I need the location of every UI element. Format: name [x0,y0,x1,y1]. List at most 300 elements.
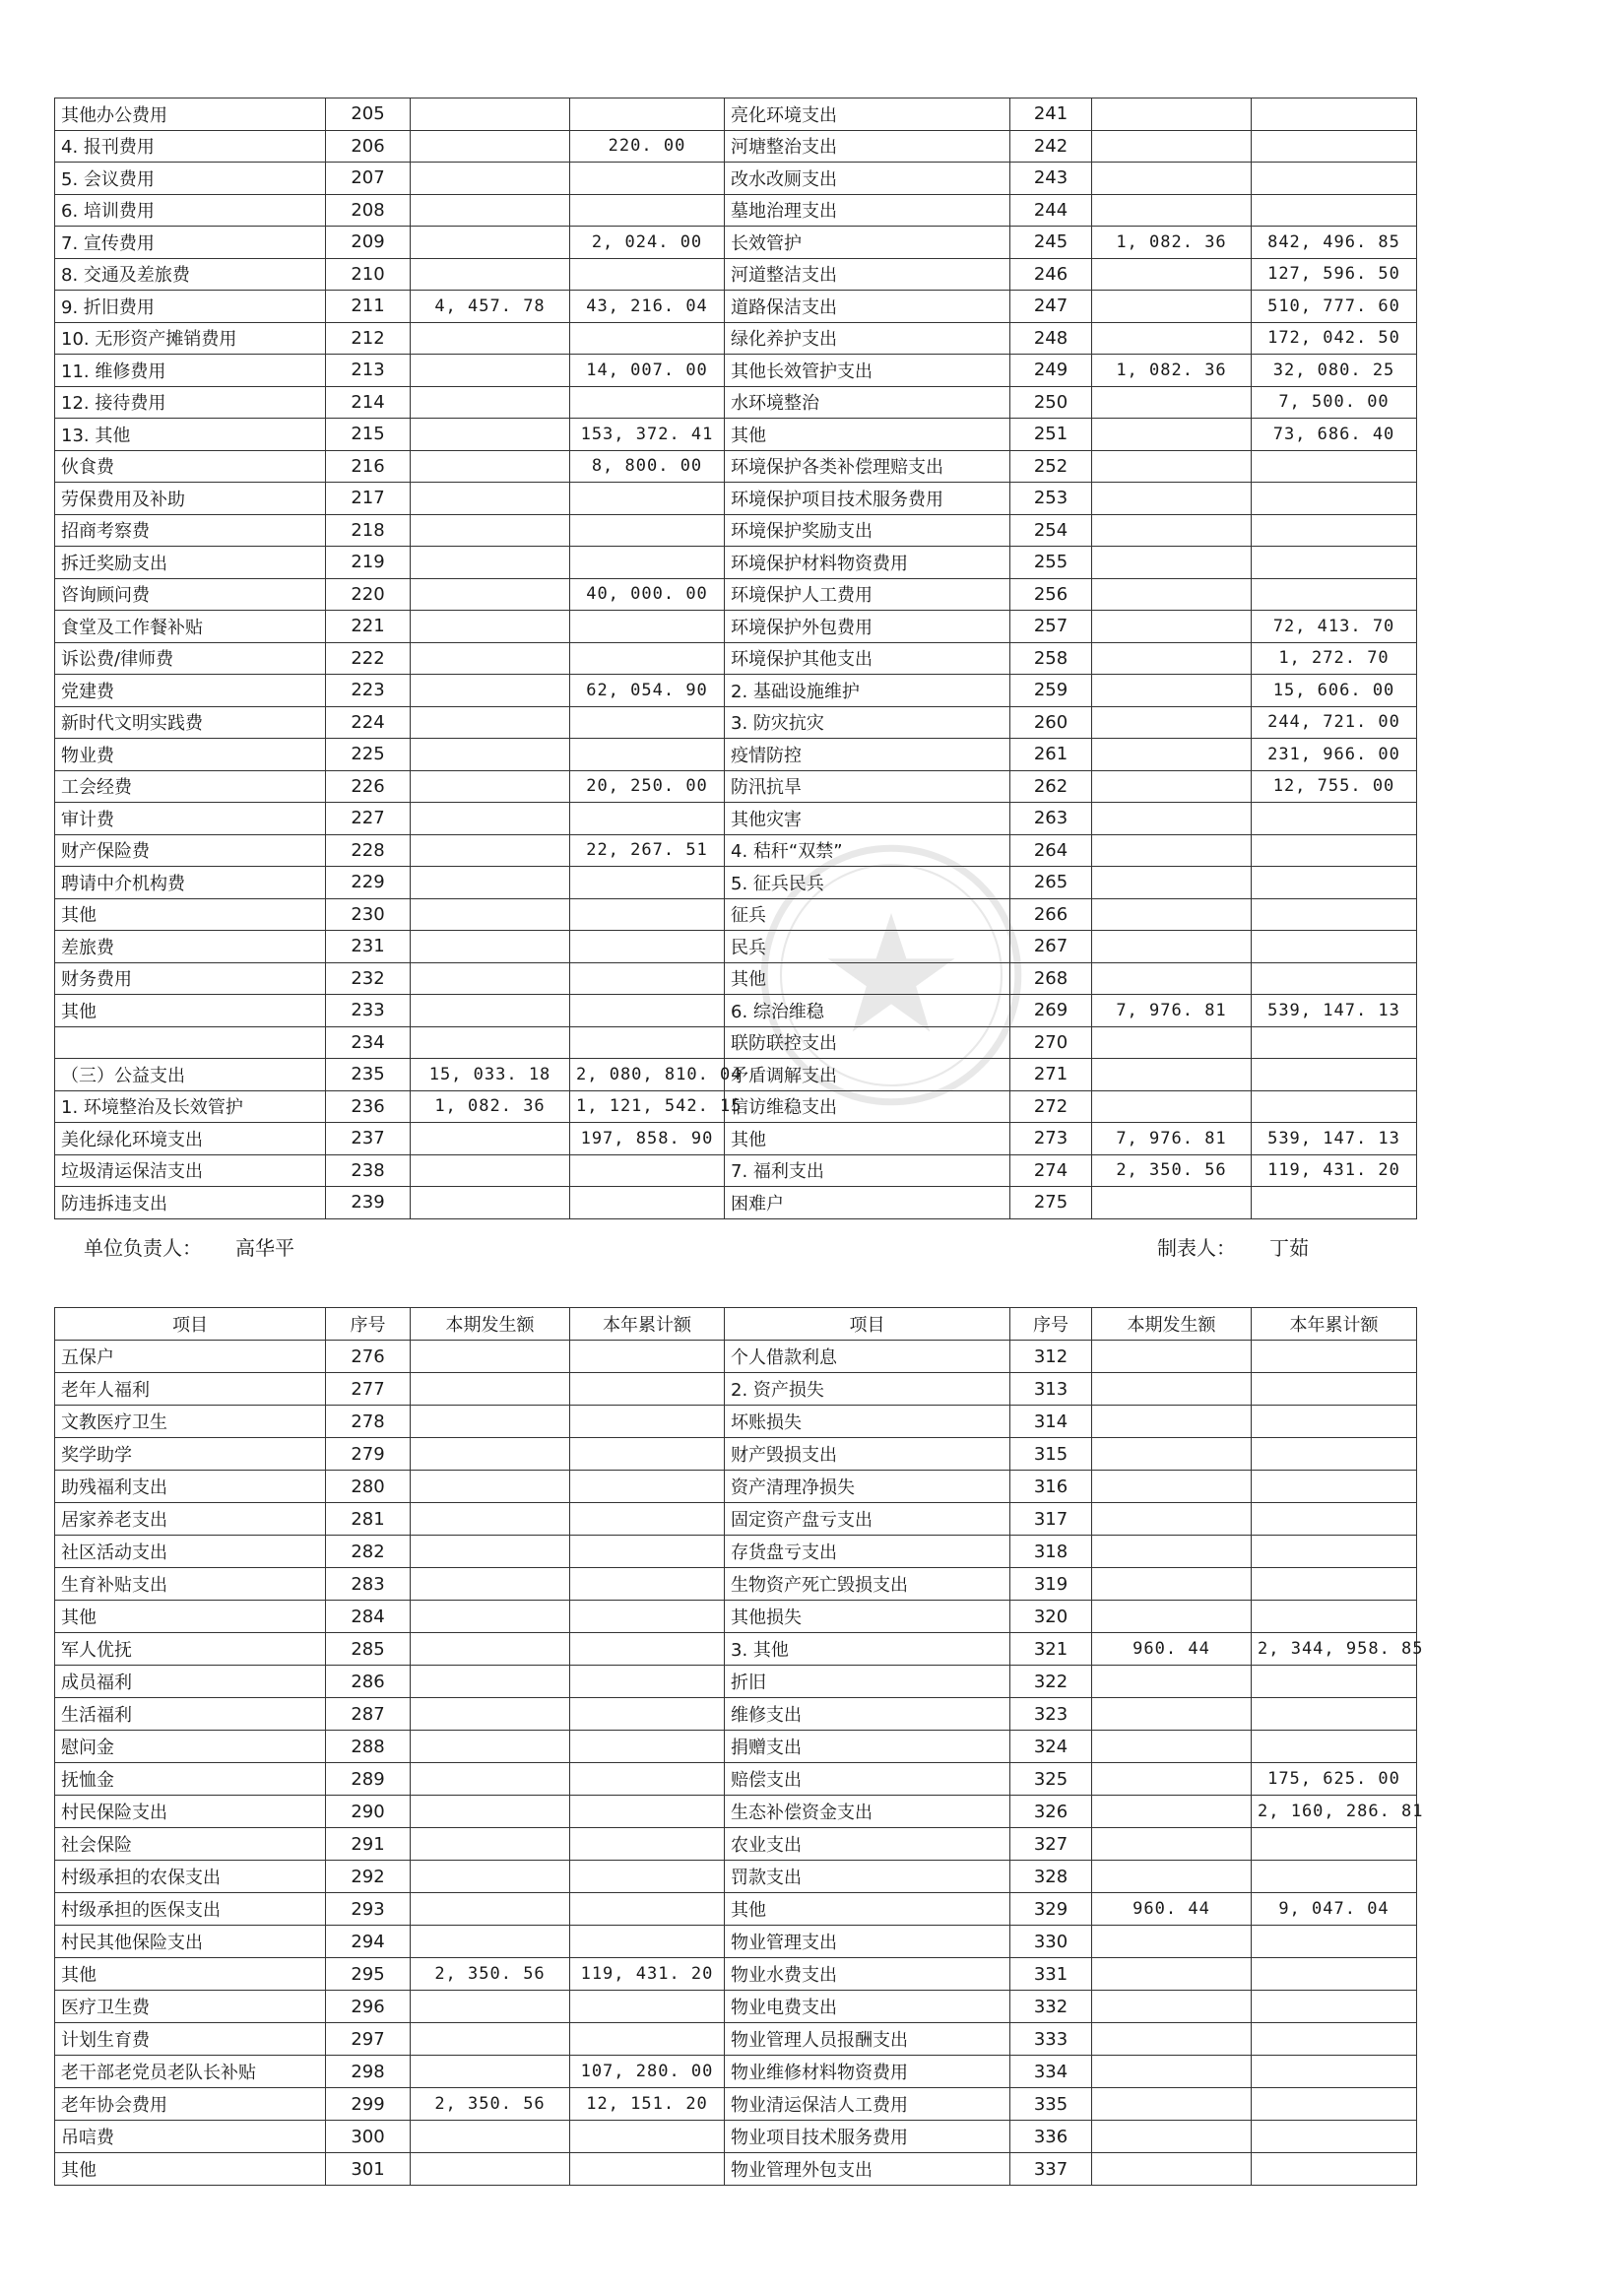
right-seq-cell: 241 [1010,98,1092,131]
right-item-cell: 资产清理净损失 [725,1471,1010,1503]
right-ytd-amount-cell [1252,2023,1417,2056]
right-current-amount-cell [1092,931,1252,963]
left-ytd-amount-cell [570,1373,725,1406]
left-seq-cell: 213 [326,355,411,387]
header-ytd: 本年累计额 [1252,1308,1417,1341]
right-seq-cell: 320 [1010,1601,1092,1633]
table-row [55,227,1417,259]
left-seq-cell: 220 [326,578,411,611]
left-current-amount-cell [411,1438,570,1471]
left-ytd-amount-cell [570,611,725,643]
right-item-cell: 存货盘亏支出 [725,1536,1010,1568]
left-current-amount-cell [411,227,570,259]
left-seq-cell: 207 [326,163,411,195]
left-seq-cell: 295 [326,1958,411,1991]
table-row [55,834,1417,867]
ledger-table-bottom-body [55,1308,1424,2186]
right-item-cell: 征兵 [725,898,1010,931]
right-current-amount-cell [1092,1828,1252,1861]
left-current-amount-cell [411,898,570,931]
table-row [55,2023,1417,2056]
left-ytd-amount-cell [570,1438,725,1471]
ledger-table-top-body [55,98,1417,1219]
right-ytd-amount-cell [1252,1861,1417,1893]
right-current-amount-cell [1092,450,1252,483]
table-row [55,1536,1417,1568]
right-item-cell: 5. 征兵民兵 [725,867,1010,899]
left-item-cell: 其他 [55,2153,326,2186]
table-row [55,258,1417,291]
left-item-cell: 生活福利 [55,1698,326,1731]
right-item-cell: 矛盾调解支出 [725,1059,1010,1091]
right-current-amount-cell [1092,1731,1252,1763]
left-ytd-amount-cell [570,2153,725,2186]
table-row [55,962,1417,995]
left-item-cell: 村民保险支出 [55,1796,326,1828]
table-row [55,130,1417,163]
table-row [55,2088,1417,2121]
right-current-amount-cell [1092,1796,1252,1828]
left-ytd-amount-cell [570,1154,725,1187]
right-item-cell: 生态补偿资金支出 [725,1796,1010,1828]
right-current-amount-cell: 7, 976. 81 [1092,1123,1252,1155]
right-seq-cell: 272 [1010,1090,1092,1123]
left-ytd-amount-cell [570,1731,725,1763]
left-item-cell: 美化绿化环境支出 [55,1123,326,1155]
table-header-row [55,1308,1417,1341]
right-item-cell: 赔偿支出 [725,1763,1010,1796]
right-current-amount-cell [1092,547,1252,579]
table-row [55,803,1417,835]
right-seq-cell: 322 [1010,1666,1092,1698]
left-seq-cell: 208 [326,194,411,227]
left-ytd-amount-cell: 1, 121, 542. 15 [570,1090,725,1123]
left-seq-cell: 294 [326,1926,411,1958]
table-row [55,931,1417,963]
left-ytd-amount-cell [570,547,725,579]
right-seq-cell: 254 [1010,514,1092,547]
right-ytd-amount-cell [1252,514,1417,547]
left-item-cell: 垃圾清运保洁支出 [55,1154,326,1187]
table-row [55,483,1417,515]
left-ytd-amount-cell [570,2023,725,2056]
left-current-amount-cell [411,163,570,195]
left-seq-cell: 209 [326,227,411,259]
left-item-cell: 物业费 [55,739,326,771]
right-current-amount-cell [1092,1536,1252,1568]
left-current-amount-cell [411,642,570,675]
left-item-cell: （三）公益支出 [55,1059,326,1091]
right-item-cell: 物业维修材料物资费用 [725,2056,1010,2088]
right-item-cell: 2. 资产损失 [725,1373,1010,1406]
right-item-cell: 水环境整治 [725,386,1010,419]
right-seq-cell: 331 [1010,1958,1092,1991]
left-current-amount-cell [411,1026,570,1059]
right-ytd-amount-cell [1252,962,1417,995]
left-seq-cell: 291 [326,1828,411,1861]
left-seq-cell: 300 [326,2121,411,2153]
right-seq-cell: 262 [1010,770,1092,803]
left-seq-cell: 224 [326,706,411,739]
right-ytd-amount-cell [1252,1406,1417,1438]
left-item-cell: 1. 环境整治及长效管护 [55,1090,326,1123]
official-seal [753,837,1029,1113]
right-current-amount-cell [1092,483,1252,515]
left-seq-cell: 297 [326,2023,411,2056]
left-current-amount-cell [411,1698,570,1731]
left-ytd-amount-cell [570,1926,725,1958]
table-row [55,1958,1417,1991]
left-current-amount-cell [411,322,570,355]
right-seq-cell: 325 [1010,1763,1092,1796]
right-item-cell: 环境保护人工费用 [725,578,1010,611]
right-item-cell: 民兵 [725,931,1010,963]
right-current-amount-cell: 1, 082. 36 [1092,227,1252,259]
left-seq-cell: 286 [326,1666,411,1698]
left-current-amount-cell [411,2121,570,2153]
table-row [55,1633,1417,1666]
right-item-cell: 信访维稳支出 [725,1090,1010,1123]
left-seq-cell: 206 [326,130,411,163]
right-seq-cell: 321 [1010,1633,1092,1666]
left-ytd-amount-cell [570,322,725,355]
left-ytd-amount-cell: 62, 054. 90 [570,675,725,707]
right-ytd-amount-cell [1252,931,1417,963]
table-row [55,867,1417,899]
left-seq-cell: 239 [326,1187,411,1219]
left-seq-cell: 276 [326,1341,411,1373]
right-seq-cell: 251 [1010,419,1092,451]
right-current-amount-cell [1092,1406,1252,1438]
left-ytd-amount-cell [570,1666,725,1698]
left-current-amount-cell [411,931,570,963]
right-seq-cell: 323 [1010,1698,1092,1731]
right-seq-cell: 246 [1010,258,1092,291]
left-seq-cell: 278 [326,1406,411,1438]
left-current-amount-cell [411,2153,570,2186]
right-item-cell: 3. 防灾抗灾 [725,706,1010,739]
left-current-amount-cell [411,1633,570,1666]
left-seq-cell: 221 [326,611,411,643]
right-seq-cell: 258 [1010,642,1092,675]
left-current-amount-cell [411,1341,570,1373]
left-item-cell: 助残福利支出 [55,1471,326,1503]
left-current-amount-cell: 4, 457. 78 [411,291,570,323]
right-ytd-amount-cell [1252,1536,1417,1568]
right-ytd-amount-cell [1252,1438,1417,1471]
left-seq-cell: 215 [326,419,411,451]
left-seq-cell: 290 [326,1796,411,1828]
left-ytd-amount-cell [570,1828,725,1861]
left-current-amount-cell [411,1763,570,1796]
table-row [55,1406,1417,1438]
left-ytd-amount-cell [570,1503,725,1536]
table-row [55,450,1417,483]
left-current-amount-cell [411,867,570,899]
right-seq-cell: 265 [1010,867,1092,899]
table-row [55,1154,1417,1187]
right-seq-cell: 329 [1010,1893,1092,1926]
left-ytd-amount-cell: 8, 800. 00 [570,450,725,483]
right-item-cell: 亮化环境支出 [725,98,1010,131]
table-row [55,1893,1417,1926]
left-current-amount-cell [411,386,570,419]
right-seq-cell: 324 [1010,1731,1092,1763]
left-item-cell: 7. 宣传费用 [55,227,326,259]
left-current-amount-cell [411,1601,570,1633]
right-current-amount-cell: 960. 44 [1092,1633,1252,1666]
right-item-cell: 墓地治理支出 [725,194,1010,227]
table-row [55,1026,1417,1059]
left-item-cell: 其他办公费用 [55,98,326,131]
right-seq-cell: 328 [1010,1861,1092,1893]
left-item-cell: 吊唁费 [55,2121,326,2153]
right-item-cell: 捐赠支出 [725,1731,1010,1763]
left-current-amount-cell [411,962,570,995]
unit-head-label: 单位负责人： [84,1236,202,1260]
right-seq-cell: 244 [1010,194,1092,227]
left-item-cell: 4. 报刊费用 [55,130,326,163]
left-item-cell: 伙食费 [55,450,326,483]
unit-head-signature [84,1232,294,1261]
right-ytd-amount-cell [1252,130,1417,163]
right-item-cell: 环境保护奖励支出 [725,514,1010,547]
left-ytd-amount-cell: 43, 216. 04 [570,291,725,323]
right-seq-cell: 271 [1010,1059,1092,1091]
right-item-cell: 维修支出 [725,1698,1010,1731]
left-seq-cell: 230 [326,898,411,931]
right-seq-cell: 275 [1010,1187,1092,1219]
table-row [55,1666,1417,1698]
left-item-cell: 奖学助学 [55,1438,326,1471]
table-row [55,1471,1417,1503]
preparer-label: 制表人： [1157,1236,1236,1260]
left-current-amount-cell [411,194,570,227]
right-ytd-amount-cell: 2, 344, 958. 85 [1252,1633,1417,1666]
left-current-amount-cell [411,1861,570,1893]
right-seq-cell: 253 [1010,483,1092,515]
right-ytd-amount-cell [1252,1341,1417,1373]
left-current-amount-cell [411,611,570,643]
right-ytd-amount-cell: 510, 777. 60 [1252,291,1417,323]
table-row [55,547,1417,579]
left-ytd-amount-cell [570,867,725,899]
right-ytd-amount-cell [1252,547,1417,579]
header-item: 项目 [725,1308,1010,1341]
right-current-amount-cell [1092,1438,1252,1471]
left-item-cell: 审计费 [55,803,326,835]
left-ytd-amount-cell [570,2121,725,2153]
right-ytd-amount-cell [1252,163,1417,195]
left-item-cell: 其他 [55,1601,326,1633]
right-item-cell: 7. 福利支出 [725,1154,1010,1187]
right-ytd-amount-cell: 7, 500. 00 [1252,386,1417,419]
right-seq-cell: 326 [1010,1796,1092,1828]
right-item-cell: 环境保护其他支出 [725,642,1010,675]
right-item-cell: 折旧 [725,1666,1010,1698]
left-item-cell: 拆迁奖励支出 [55,547,326,579]
table-row [55,1123,1417,1155]
left-current-amount-cell [411,1123,570,1155]
right-ytd-amount-cell: 119, 431. 20 [1252,1154,1417,1187]
table-row [55,1861,1417,1893]
left-item-cell: 抚恤金 [55,1763,326,1796]
right-ytd-amount-cell [1252,1090,1417,1123]
right-item-cell: 3. 其他 [725,1633,1010,1666]
left-ytd-amount-cell: 20, 250. 00 [570,770,725,803]
table-row [55,291,1417,323]
table-row [55,419,1417,451]
left-ytd-amount-cell [570,803,725,835]
right-seq-cell: 333 [1010,2023,1092,2056]
left-ytd-amount-cell [570,1861,725,1893]
left-seq-cell: 301 [326,2153,411,2186]
table-row [55,194,1417,227]
left-current-amount-cell [411,803,570,835]
right-seq-cell: 270 [1010,1026,1092,1059]
left-seq-cell: 285 [326,1633,411,1666]
right-seq-cell: 260 [1010,706,1092,739]
right-current-amount-cell [1092,642,1252,675]
right-item-cell: 生物资产死亡毁损支出 [725,1568,1010,1601]
left-seq-cell: 292 [326,1861,411,1893]
right-seq-cell: 313 [1010,1373,1092,1406]
left-item-cell: 军人优抚 [55,1633,326,1666]
right-current-amount-cell [1092,803,1252,835]
right-current-amount-cell [1092,291,1252,323]
left-ytd-amount-cell [570,386,725,419]
left-ytd-amount-cell [570,1893,725,1926]
left-ytd-amount-cell: 2, 024. 00 [570,227,725,259]
left-item-cell: 计划生育费 [55,2023,326,2056]
left-current-amount-cell [411,578,570,611]
left-ytd-amount-cell [570,514,725,547]
table-row [55,1796,1417,1828]
left-ytd-amount-cell: 12, 151. 20 [570,2088,725,2121]
right-ytd-amount-cell [1252,1059,1417,1091]
left-item-cell: 咨询顾问费 [55,578,326,611]
left-current-amount-cell [411,2023,570,2056]
table-row [55,1731,1417,1763]
table-row [55,739,1417,771]
left-seq-cell: 218 [326,514,411,547]
left-ytd-amount-cell: 119, 431. 20 [570,1958,725,1991]
right-ytd-amount-cell [1252,1991,1417,2023]
right-item-cell: 4. 秸秆“双禁” [725,834,1010,867]
table-row [55,1698,1417,1731]
right-current-amount-cell: 7, 976. 81 [1092,995,1252,1027]
left-item-cell: 五保户 [55,1341,326,1373]
left-current-amount-cell [411,1503,570,1536]
left-current-amount-cell [411,1406,570,1438]
left-current-amount-cell [411,483,570,515]
left-item-cell: 诉讼费/律师费 [55,642,326,675]
left-item-cell: 老年人福利 [55,1373,326,1406]
right-current-amount-cell [1092,2056,1252,2088]
right-ytd-amount-cell: 172, 042. 50 [1252,322,1417,355]
table-row [55,386,1417,419]
left-item-cell: 差旅费 [55,931,326,963]
left-item-cell: 食堂及工作餐补贴 [55,611,326,643]
left-current-amount-cell: 2, 350. 56 [411,2088,570,2121]
left-seq-cell: 222 [326,642,411,675]
left-item-cell: 村民其他保险支出 [55,1926,326,1958]
left-seq-cell: 212 [326,322,411,355]
right-item-cell: 道路保洁支出 [725,291,1010,323]
ledger-table-bottom [54,1307,1424,2186]
header-seq: 序号 [326,1308,411,1341]
right-ytd-amount-cell [1252,1601,1417,1633]
right-seq-cell: 317 [1010,1503,1092,1536]
right-ytd-amount-cell: 244, 721. 00 [1252,706,1417,739]
right-ytd-amount-cell [1252,1373,1417,1406]
left-item-cell: 12. 接待费用 [55,386,326,419]
right-ytd-amount-cell [1252,1026,1417,1059]
right-ytd-amount-cell [1252,578,1417,611]
table-row [55,995,1417,1027]
right-seq-cell: 334 [1010,2056,1092,2088]
right-ytd-amount-cell [1252,1731,1417,1763]
right-current-amount-cell [1092,2023,1252,2056]
right-item-cell: 环境保护材料物资费用 [725,547,1010,579]
right-seq-cell: 273 [1010,1123,1092,1155]
right-seq-cell: 332 [1010,1991,1092,2023]
right-seq-cell: 264 [1010,834,1092,867]
left-ytd-amount-cell: 2, 080, 810. 04 [570,1059,725,1091]
right-seq-cell: 261 [1010,739,1092,771]
right-current-amount-cell [1092,163,1252,195]
left-seq-cell: 205 [326,98,411,131]
left-seq-cell: 210 [326,258,411,291]
left-ytd-amount-cell [570,1991,725,2023]
right-ytd-amount-cell: 9, 047. 04 [1252,1893,1417,1926]
preparer-signature [1157,1232,1309,1261]
left-current-amount-cell [411,1893,570,1926]
left-seq-cell: 298 [326,2056,411,2088]
left-ytd-amount-cell [570,1026,725,1059]
right-seq-cell: 256 [1010,578,1092,611]
left-seq-cell: 277 [326,1373,411,1406]
table-row [55,1187,1417,1219]
header-seq: 序号 [1010,1308,1092,1341]
right-seq-cell: 335 [1010,2088,1092,2121]
table-row [55,1568,1417,1601]
right-current-amount-cell [1092,130,1252,163]
left-seq-cell: 279 [326,1438,411,1471]
right-seq-cell: 245 [1010,227,1092,259]
right-ytd-amount-cell [1252,1187,1417,1219]
right-current-amount-cell: 2, 350. 56 [1092,1154,1252,1187]
left-seq-cell: 223 [326,675,411,707]
left-item-cell: 新时代文明实践费 [55,706,326,739]
left-current-amount-cell [411,258,570,291]
left-current-amount-cell [411,739,570,771]
right-seq-cell: 263 [1010,803,1092,835]
left-seq-cell: 237 [326,1123,411,1155]
left-seq-cell: 214 [326,386,411,419]
right-seq-cell: 315 [1010,1438,1092,1471]
left-seq-cell: 234 [326,1026,411,1059]
left-seq-cell: 287 [326,1698,411,1731]
left-seq-cell: 219 [326,547,411,579]
left-current-amount-cell [411,1666,570,1698]
right-current-amount-cell [1092,1026,1252,1059]
left-item-cell: 村级承担的医保支出 [55,1893,326,1926]
right-ytd-amount-cell: 842, 496. 85 [1252,227,1417,259]
right-ytd-amount-cell: 15, 606. 00 [1252,675,1417,707]
table-row [55,1991,1417,2023]
right-ytd-amount-cell [1252,1471,1417,1503]
